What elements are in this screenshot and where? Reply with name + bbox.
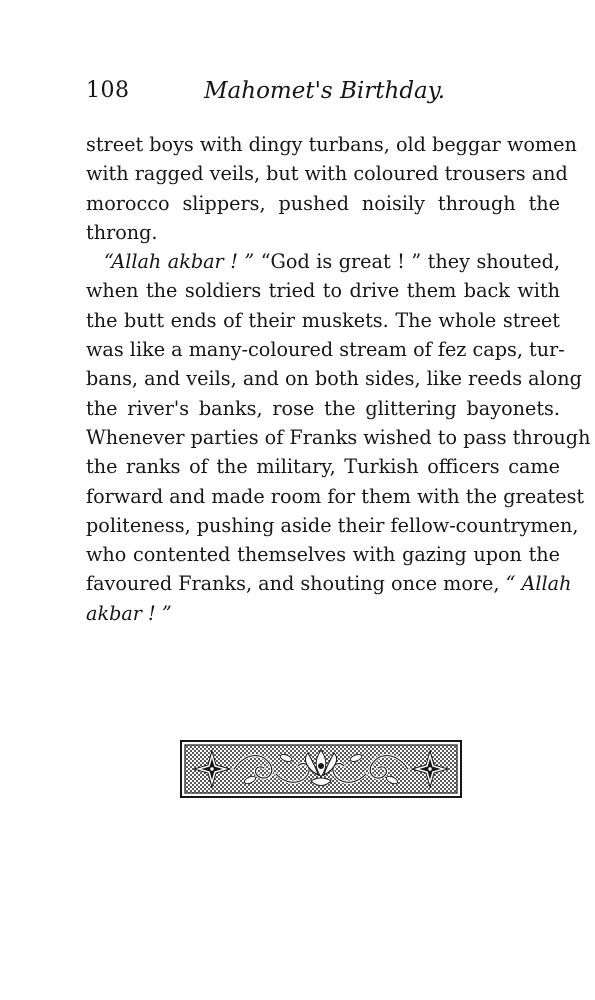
tailpiece-ornament-icon xyxy=(180,740,462,798)
running-title: Mahomet's Birthday. xyxy=(204,78,446,104)
text-segment: the ranks of the military, Turkish officers came xyxy=(86,455,560,479)
text-line xyxy=(86,569,572,598)
page-number: 108 xyxy=(86,78,130,103)
text-segment: “God is great ! ” they shouted, xyxy=(254,250,561,274)
text-segment: was like a many-coloured stream of fez caps, tur- xyxy=(86,338,565,362)
text-segment: forward and made room for them with the greatest xyxy=(86,484,585,508)
text-segment: the river's banks, rose the glittering bayonets. xyxy=(86,396,560,420)
italic-text-segment: “ Allah xyxy=(505,572,572,596)
italic-text-segment: akbar ! ” xyxy=(86,601,172,625)
text-line xyxy=(86,511,579,540)
body-text xyxy=(86,130,591,628)
text-line xyxy=(86,130,577,159)
italic-text-segment: “Allah akbar ! ” xyxy=(104,250,255,274)
text-line xyxy=(86,189,560,218)
text-segment: when the soldiers tried to drive them back with xyxy=(86,279,560,303)
text-segment: politeness, pushing aside their fellow-countrymen, xyxy=(86,513,579,537)
text-line xyxy=(86,247,560,276)
text-line xyxy=(86,482,585,511)
text-segment: street boys with dingy turbans, old beggar women xyxy=(86,133,577,156)
text-line xyxy=(86,599,560,628)
text-line xyxy=(86,452,560,481)
text-line xyxy=(86,423,591,452)
page-header xyxy=(86,78,564,112)
text-line xyxy=(86,335,565,364)
text-line xyxy=(86,218,560,247)
text-segment: bans, and veils, and on both sides, like reeds along xyxy=(86,367,582,391)
text-segment: who contented themselves with gazing upon the xyxy=(86,543,560,567)
text-line xyxy=(86,306,560,335)
text-segment: the butt ends of their muskets. The whole street xyxy=(86,308,560,332)
text-line xyxy=(86,276,560,305)
text-segment: with ragged veils, but with coloured trousers and xyxy=(86,162,568,186)
text-segment: morocco slippers, pushed noisily through the xyxy=(86,191,560,215)
text-segment: throng. xyxy=(86,220,158,244)
text-line xyxy=(86,394,560,423)
text-segment: Whenever parties of Franks wished to pass through xyxy=(86,425,591,449)
text-line xyxy=(86,364,582,393)
text-line xyxy=(86,159,568,188)
text-line xyxy=(86,540,560,569)
text-segment: favoured Franks, and shouting once more, xyxy=(86,572,506,596)
